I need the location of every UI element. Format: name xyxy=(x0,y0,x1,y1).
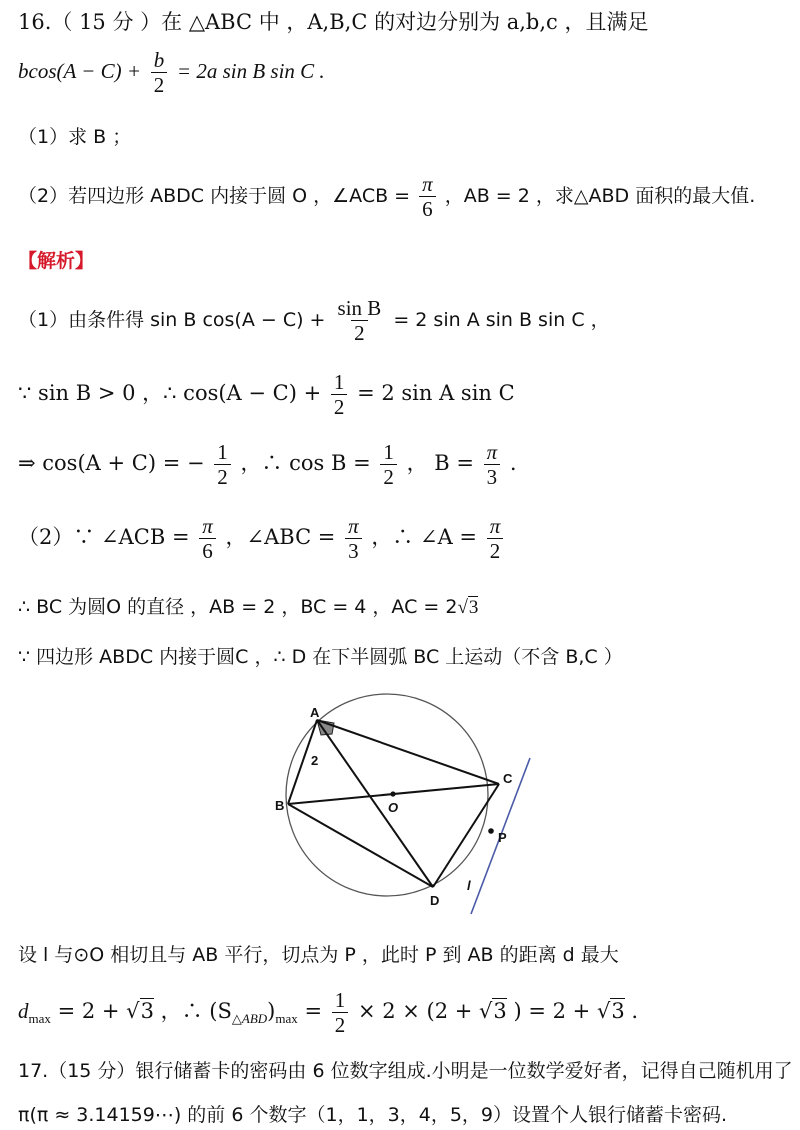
tangent-point-p xyxy=(488,828,494,834)
segment-ad xyxy=(317,720,433,887)
segment-cd xyxy=(433,784,499,887)
label-o: O xyxy=(388,800,399,815)
center-point-o xyxy=(390,791,395,796)
q16-part2: （2）若四边形 ABDC 内接于圆 O ，∠ACB = $\frac{\pi}{6}$ ，AB = 2 ，求△ABD 面积的最大值. xyxy=(18,172,756,221)
q17-statement-line2: π(π ≈ 3.14159⋯) 的前 6 个数字（1，1，3，4，5，9）设置个人银行储蓄卡密码. xyxy=(18,1104,728,1126)
label-a: A xyxy=(310,705,320,720)
analysis-step6: ∵ 四边形 ABDC 内接于圆C ，∴ D 在下半圆弧 BC 上运动（不含 B,C ） xyxy=(18,646,623,668)
label-p: P xyxy=(498,830,507,845)
analysis-step3: ⇒ cos(A + C) = − $\frac{1}{2}$ ，∴ cos B = $\frac{1}{2}$ ， B = $\frac{\pi}{3}$ . xyxy=(18,440,517,489)
circle-diagram xyxy=(255,690,545,915)
fraction: $\frac{\pi}{6}$ xyxy=(419,172,436,221)
label-length-2: 2 xyxy=(311,753,319,768)
fraction: $\frac{\text{sin B}}{2}$ xyxy=(337,296,382,345)
label-b: B xyxy=(275,798,285,813)
label-d: D xyxy=(430,893,440,908)
fraction: $\frac{1}{2}$ xyxy=(331,370,348,419)
q16-part1: （1）求 B ； xyxy=(18,126,132,148)
segment-bd xyxy=(288,804,433,887)
fraction: $\frac{1}{2}$ xyxy=(380,440,397,489)
q16-statement-line1: 16.（ 15 分 ）在 △ABC 中 ，A,B,C 的对边分别为 a,b,c ，且满足 xyxy=(18,10,649,34)
analysis-step5: ∴ BC 为圆O 的直径 ，AB = 2 ，BC = 4 ，AC = 2√3 xyxy=(18,596,479,618)
fraction: $\frac{\pi}{3}$ xyxy=(484,440,501,489)
analysis-step4: （2）∵ ∠ACB = $\frac{\pi}{6}$ ，∠ABC = $\frac{\pi}{3}$ ，∴ ∠A = $\frac{\pi}{2}$ xyxy=(18,514,506,563)
q16-statement-line2: bcos(A − C) + $\frac{b}{2}$ = 2a sin B sin C . xyxy=(18,48,325,97)
analysis-step2: ∵ sin B > 0 ，∴ cos(A − C) + $\frac{1}{2}$ = 2 sin A sin C xyxy=(18,370,515,419)
q17-statement-line1: 17.（15 分）银行储蓄卡的密码由 6 位数字组成.小明是一位数学爱好者，记得自己随机用了 xyxy=(18,1060,793,1082)
analysis-step1: （1）由条件得 sin B cos(A − C) + $\frac{\text{sin B}}{2}$ = 2 sin A sin B sin C ， xyxy=(18,296,610,345)
analysis-step8: $d_{max} = 2 + √3$ ，∴ $(S_{\triangle ABD})_{max}$ = $\frac{1}{2}$ × 2 × (2 + √3 ) = 2 + √3 . xyxy=(18,988,639,1037)
fraction: $\frac{\pi}{2}$ xyxy=(487,514,504,563)
analysis-label: 【解析】 xyxy=(18,250,95,272)
label-c: C xyxy=(503,771,513,786)
fraction: $\frac{\pi}{3}$ xyxy=(345,514,362,563)
fraction: $\frac{1}{2}$ xyxy=(332,988,349,1037)
fraction: $\frac{1}{2}$ xyxy=(214,440,231,489)
fraction: $\frac{\pi}{6}$ xyxy=(199,514,216,563)
segment-ac xyxy=(317,720,499,784)
label-l: l xyxy=(467,878,471,893)
fraction: $\frac{b}{2}$ xyxy=(151,48,168,97)
analysis-step7: 设 l 与⊙O 相切且与 AB 平行，切点为 P ，此时 P 到 AB 的距离 d 最大 xyxy=(18,944,619,966)
